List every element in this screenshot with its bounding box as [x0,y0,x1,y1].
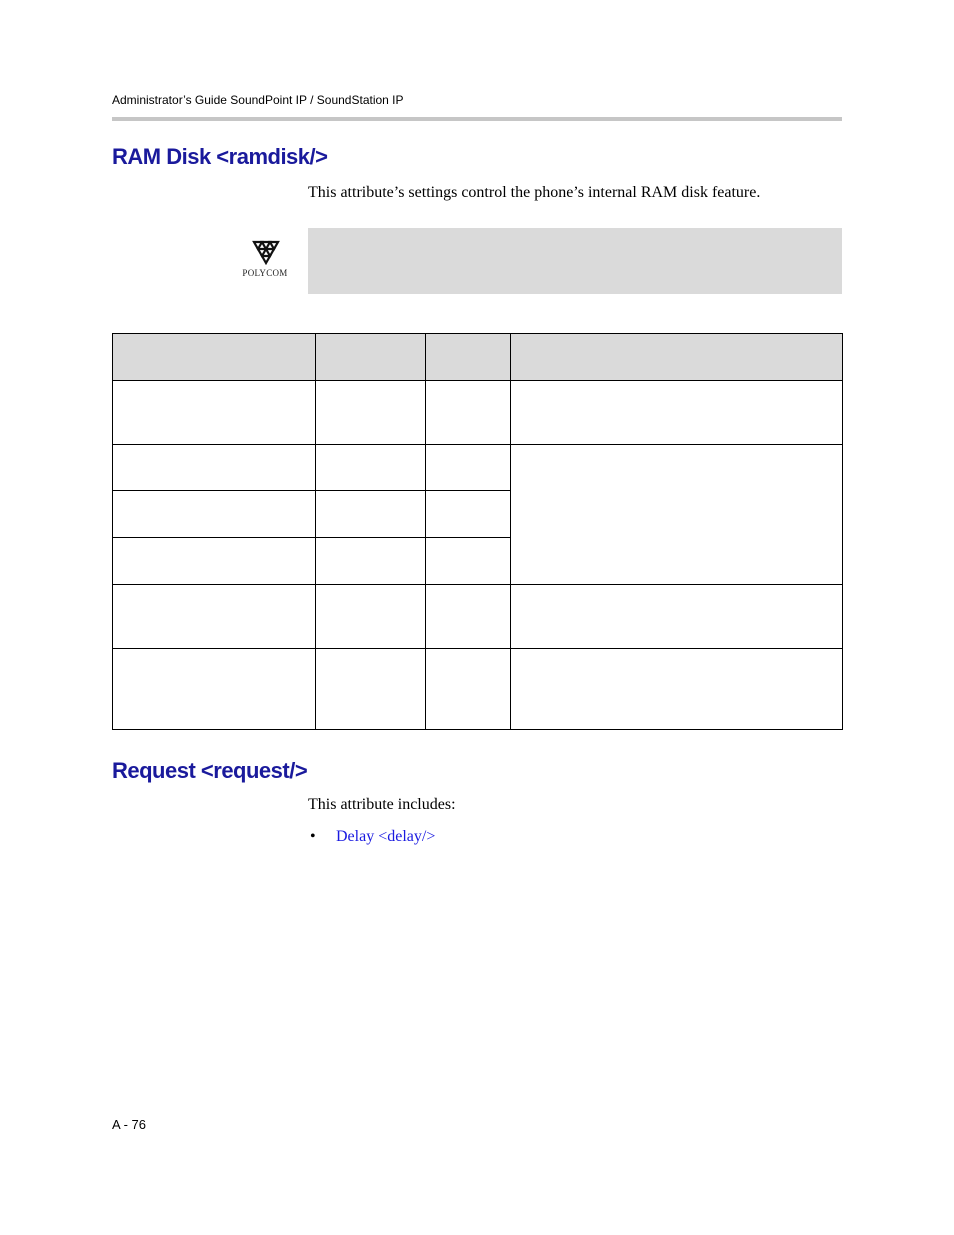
table-cell [113,538,316,585]
page-number: A - 76 [112,1117,146,1132]
ramdisk-parameter-table [112,333,843,730]
header-rule [112,117,842,121]
table-row [113,445,843,491]
table-cell [316,445,426,491]
running-header: Administrator’s Guide SoundPoint IP / SoundStation IP [112,93,404,107]
table-row [113,381,843,445]
section-heading-ramdisk: RAM Disk <ramdisk/> [112,144,328,169]
polycom-logo-icon [252,240,280,265]
table-cell [113,649,316,730]
table-cell [426,585,511,649]
table-cell [511,381,843,445]
table-cell [113,381,316,445]
request-intro-text: This attribute includes: [308,796,456,813]
table-row [113,649,843,730]
table-cell [316,538,426,585]
table-cell [426,538,511,585]
table-cell [316,381,426,445]
table-cell [113,585,316,649]
bullet-icon: • [310,828,316,845]
table-cell [113,491,316,538]
section-heading-request: Request <request/> [112,758,308,783]
ramdisk-intro-text: This attribute’s settings control the phone’s internal RAM disk feature. [308,184,761,201]
table-cell [511,585,843,649]
table-cell [426,381,511,445]
table-header-cell [316,334,426,381]
table-cell [511,649,843,730]
table-header-row [113,334,843,381]
table-cell [316,649,426,730]
table-cell [426,649,511,730]
table-cell [113,445,316,491]
note-box [308,228,842,294]
table-cell [316,491,426,538]
list-item [308,828,435,846]
polycom-note-logo [232,240,298,284]
table-cell [426,491,511,538]
table-header-cell [511,334,843,381]
table-cell [316,585,426,649]
request-attribute-list [308,828,435,846]
table-header-cell [113,334,316,381]
table-header-cell [426,334,511,381]
table-cell-merged [511,445,843,585]
polycom-logo-text: POLYCOM [242,268,288,278]
table-cell [426,445,511,491]
delay-link[interactable]: Delay <delay/> [336,828,436,845]
table-row [113,585,843,649]
